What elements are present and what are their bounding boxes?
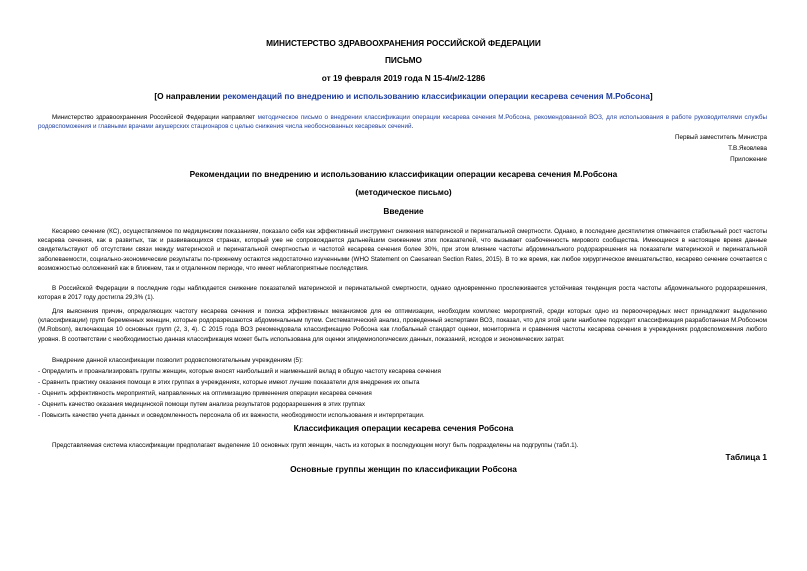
paragraph-2: В Российской Федерации в последние годы наблюдается снижение показателей материнской и перинатальной смертности, однако одновременно прослеживается устойчивая тенденция роста частоты абдоминального родоразрешения, которая в 2017 году достигла 29,3% (1). bbox=[38, 285, 767, 302]
subject-suffix: ] bbox=[649, 91, 653, 101]
list-item: - Повысить качество учета данных и осведомленность персонала об их важности, необходимости использования и интерпретации. bbox=[38, 412, 425, 419]
list-intro: Внедрение данной классификации позволит родовспомогательным учреждениям (5): bbox=[52, 357, 303, 364]
intro-text-end: . bbox=[411, 123, 414, 131]
list-item: - Сравнить практику оказания помощи в этих группах в учреждениях, которые имеют лучшие показатели для внедрения их опыта bbox=[38, 379, 420, 386]
doc-date-number: от 19 февраля 2019 года N 15-4/и/2-1286 bbox=[321, 73, 486, 83]
doc-subject bbox=[0, 91, 807, 101]
paragraph-1: Кесарево сечение (КС), осуществляемое по медицинским показаниям, показало себя как эффективный инструмент снижения материнской и перинатальной смертности. Однако, в последние десятилетия отмечается стабильный рост частоты кесарева сечения, как в развитых, так и развивающихся странах, который уже не сопровождается дальнейшим снижением этих показателей, что вызывает озабоченность мирового сообщества. Имеющиеся в настоящее время данные свидетельствуют об отсутствии связи между материнской и перинатальной смертностью и частотой кесарева сечения более 30%, при этом влияние частоты абдоминального родоразрешения на показатели материнской и перинатальной заболеваемости, социально-экономические результаты по-прежнему остаются недостаточно изученными (WHO Statement on Caesarean Section Rates, 2015). В то же время, как любое хирургическое вмешательство, кесарево сечение сочетается с возможностью осложнений как в ближнем, так и отдаленном периоде, что имеет неблагоприятные последствия. bbox=[38, 228, 767, 272]
ministry-title: МИНИСТЕРСТВО ЗДРАВООХРАНЕНИЯ РОССИЙСКОЙ ФЕДЕРАЦИИ bbox=[266, 38, 541, 48]
recommendations-subtitle: (методическое письмо) bbox=[355, 187, 452, 197]
doc-type: ПИСЬМО bbox=[384, 55, 423, 65]
intro-heading: Введение bbox=[383, 206, 424, 216]
subject-prefix: [О направлении bbox=[154, 91, 223, 101]
list-item: - Оценить эффективность мероприятий, направленных на оптимизацию применения операции кесарева сечения bbox=[38, 390, 372, 397]
list-item: - Оценить качество оказания медицинской помощи путем анализа результатов родоразрешения в этих группах bbox=[38, 401, 365, 408]
classification-heading: Классификация операции кесарева сечения Робсона bbox=[293, 423, 514, 433]
signature-position: Первый заместитель Министра bbox=[674, 134, 767, 141]
intro-text: Министерство здравоохранения Российской Федерации направляет bbox=[52, 114, 258, 121]
intro-paragraph bbox=[38, 113, 767, 131]
intro-link[interactable]: методическое письмо о внедрении классификации операции кесарева сечения М.Робсона, рекомендованной ВОЗ, для использования в работе руководителями службы родовспоможения и главными врачами акушерских стационаров с целью снижения числа необоснованных кесаревых сечений bbox=[38, 114, 767, 131]
appendix-label: Приложение bbox=[730, 156, 767, 163]
recommendations-title: Рекомендации по внедрению и использованию классификации операции кесарева сечения М.Робсона bbox=[189, 169, 618, 179]
classification-text: Представляемая система классификации предполагает выделение 10 основных групп женщин, часть из которых в последующем могут быть подразделены на подгруппы (табл.1). bbox=[52, 442, 579, 449]
signature-name: Т.В.Яковлева bbox=[728, 145, 767, 152]
table-label: Таблица 1 bbox=[725, 452, 767, 462]
subject-link[interactable]: рекомендаций по внедрению и использованию классификации операции кесарева сечения М.Робсона bbox=[222, 91, 650, 101]
table-title: Основные группы женщин по классификации Робсона bbox=[290, 464, 517, 474]
list-item: - Определить и проанализировать группы женщин, которые вносят наибольший и наименьший вклад в общую частоту кесарева сечения bbox=[38, 368, 441, 375]
paragraph-3: Для выяснения причин, определяющих частоту кесарева сечения и поиска эффективных механизмов для ее оптимизации, необходим комплекс мероприятий, среди которых одно из первоочередных мест принадлежит выделению (классификации) групп беременных женщин, которые родоразрешаются абдоминальным путем. Систематический анализ, проведенный экспертами ВОЗ, показал, что для этой цели наиболее подходит классификация разработанная М.Робсоном (M.Robson), включающая 10 основных групп (2, 3, 4). С 2015 года ВОЗ рекомендовала классификацию Робсона как глобальный стандарт оценки, мониторинга и сравнения частоты кесарева сечения в учреждениях родовспоможения любого уровня. В соответствии с необходимостью данная классификация может быть использована для оценки эпидемиологических данных, показаний, исходов и экономических затрат. bbox=[38, 308, 767, 343]
